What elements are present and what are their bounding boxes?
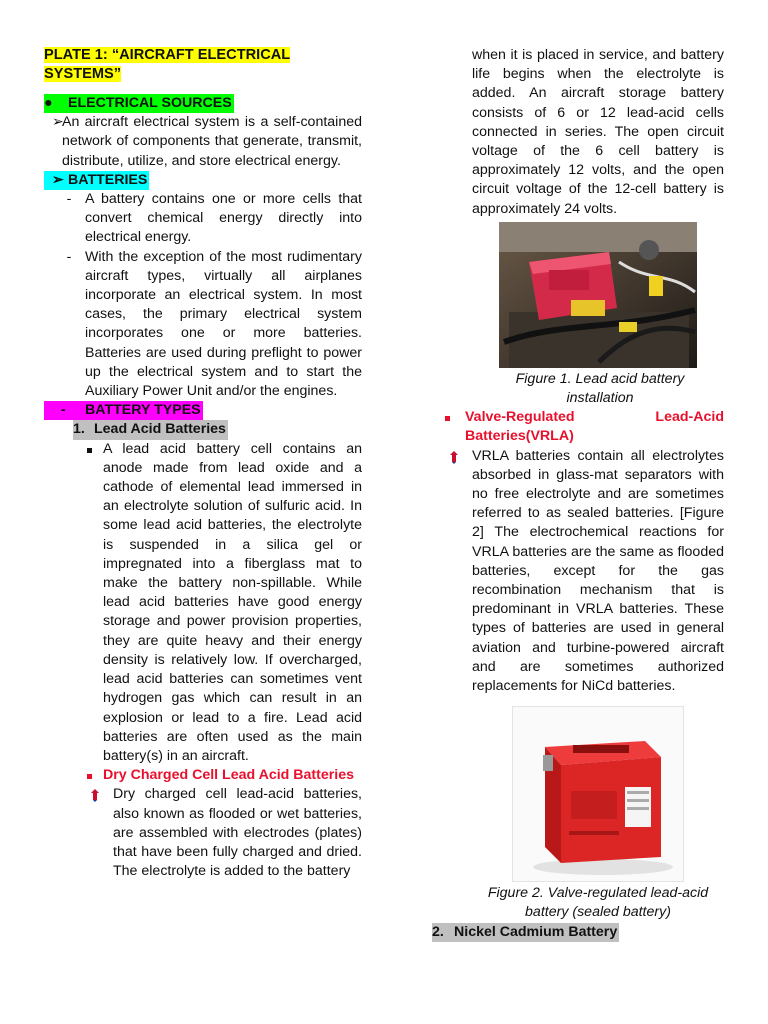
electrical-sources-text: An aircraft electrical system is a self-contained network of components that generate, transmit, distribute, utilize, and store electrical energy. bbox=[62, 114, 362, 169]
batteries-text-2: With the exception of the most rudimentary aircraft types, virtually all airplanes incorporate an electrical system. In most cases, the primary electrical system incorporates one or more batteries. Batteries are used during preflight to power up the electrical system and to start the Auxiliary Power Unit and/or the engines. bbox=[85, 248, 362, 400]
nicad-highlight bbox=[432, 923, 619, 942]
diamond-arrow-bullet-icon bbox=[88, 785, 104, 802]
vrla-item bbox=[430, 447, 724, 697]
batteries-item-2 bbox=[44, 248, 362, 402]
nicad-heading bbox=[430, 923, 724, 942]
electrical-sources-highlight bbox=[44, 94, 234, 113]
dash-bullet-icon: - bbox=[61, 402, 66, 419]
arrow-bullet-icon: ➢ bbox=[52, 114, 64, 131]
title-text: PLATE 1: “AIRCRAFT ELECTRICAL SYSTEMS” bbox=[44, 47, 291, 82]
battery-types-heading bbox=[44, 401, 362, 420]
lead-acid-text: A lead acid battery cell contains an anode made from lead oxide and a cathode of elemental lead immersed in an electrolyte solution of sulfuric acid. In some lead acid batteries, the electrolyte is suspended in a silica gel or impregnated into a fiberglass mat to make the battery non-spillable. While lead acid batteries have good energy storage and power provision properties, they are quite heavy and their energy density is relatively low. If overcharged, lead acid batteries can sometimes vent hydrogen gas which can result in an explosion or lead to a fire. Lead acid batteries are often used as the main battery(s) in an aircraft. bbox=[103, 440, 362, 764]
lead-acid-heading bbox=[44, 420, 362, 439]
dry-charged-text-right: when it is placed in service, and battery life begins when the electrolyte is added. An aircraft storage battery consists of 6 or 12 lead-acid cells connected in series. The open circuit voltage of the 6 cell battery is approximately 12 volts, and the open circuit voltage of the 12-cell battery is approximately 24 volts. bbox=[472, 47, 724, 217]
lead-acid-item bbox=[44, 440, 362, 766]
vrla-battery-photo bbox=[513, 707, 684, 882]
vrla-label: Valve-Regulated Lead-Acid Batteries(VRLA) bbox=[465, 409, 724, 445]
nicad-label: Nickel Cadmium Battery bbox=[454, 923, 618, 940]
dry-charged-label: Dry Charged Cell Lead Acid Batteries bbox=[103, 767, 354, 784]
figure-2-image bbox=[512, 706, 684, 882]
dash-bullet-icon: - bbox=[66, 248, 72, 265]
batteries-item-1 bbox=[44, 190, 362, 248]
diamond-arrow-bullet-icon bbox=[447, 447, 463, 464]
batteries-text-1: A battery contains one or more cells that convert chemical energy directly into electrical energy. bbox=[85, 191, 362, 246]
figure-1-image bbox=[499, 222, 697, 368]
batteries-highlight bbox=[44, 171, 149, 190]
left-column bbox=[44, 46, 362, 881]
bullet-icon: ● bbox=[44, 95, 53, 111]
nicad-number: 2. bbox=[432, 923, 444, 940]
batteries-heading bbox=[44, 171, 362, 190]
right-column bbox=[430, 46, 724, 942]
page-title bbox=[44, 46, 304, 84]
dry-charged-text-left: Dry charged cell lead-acid batteries, also known as flooded or wet batteries, are assembled with electrodes (plates) that have been fully charged and dried. The electrolyte is added to the battery bbox=[113, 786, 362, 880]
battery-types-highlight bbox=[44, 401, 203, 420]
dash-bullet-icon: - bbox=[66, 191, 72, 208]
square-bullet-icon bbox=[81, 440, 97, 459]
lead-acid-highlight bbox=[73, 420, 228, 439]
figure-1-caption: Figure 1. Lead acid battery installation bbox=[515, 370, 685, 407]
battery-types-label: BATTERY TYPES bbox=[85, 402, 201, 419]
vrla-heading bbox=[430, 408, 724, 446]
lead-acid-label: Lead Acid Batteries bbox=[94, 421, 226, 438]
lead-acid-battery-photo bbox=[499, 222, 697, 368]
batteries-label: BATTERIES bbox=[68, 171, 148, 188]
electrical-sources-heading bbox=[44, 94, 362, 113]
dry-charged-heading bbox=[44, 766, 362, 785]
square-bullet-icon bbox=[81, 766, 97, 785]
dry-charged-item bbox=[44, 785, 362, 881]
lead-acid-number: 1. bbox=[73, 421, 85, 438]
square-bullet-icon bbox=[439, 408, 455, 427]
figure-2-caption: Figure 2. Valve-regulated lead-acid battery (sealed battery) bbox=[487, 885, 709, 921]
vrla-text: VRLA batteries contain all electrolytes absorbed in glass-mat separators with no free electrolyte and are sometimes referred to as sealed batteries. [Figure 2] The electrochemical reactions for VRLA batteries are the same as flooded batteries, except for the gas recombination mechanism that is predominant in VRLA batteries. These types of batteries are used in general aviation and turbine-powered aircraft and are sometimes authorized replacements for NiCd batteries. bbox=[472, 447, 724, 695]
electrical-sources-label: ELECTRICAL SOURCES bbox=[68, 95, 232, 111]
arrow-bullet-icon: ➢ bbox=[52, 171, 64, 188]
electrical-sources-item bbox=[44, 113, 362, 171]
